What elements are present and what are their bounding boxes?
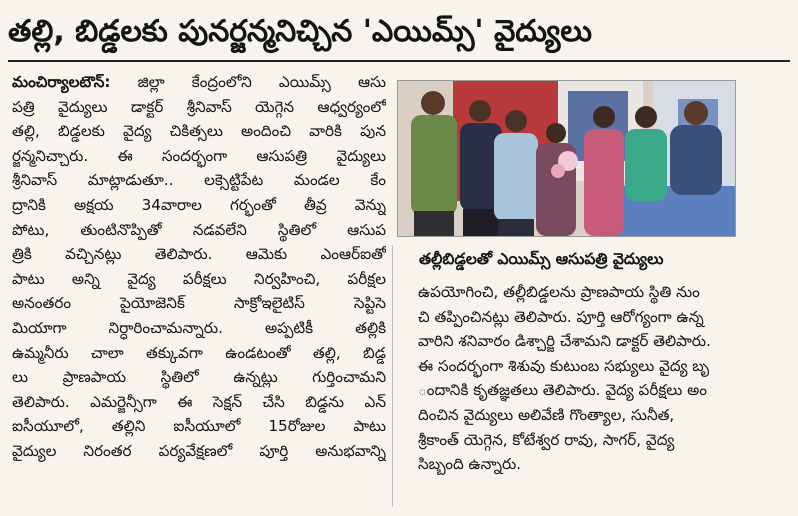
body-line: ఉపయోగించి, తల్లీబిడ్డలను ప్రాణపాయ స్థితి నుం [418, 283, 700, 301]
body-line: చి తప్పించినట్లు తెలిపారు. పూర్తి ఆరోగ్యంగా ఉన్న [418, 307, 704, 326]
body-line: వారిని శనివారం డిశ్చార్జి చేశామని డాక్టర్ తెలిపారు. [418, 332, 711, 351]
body-line: ఐసీయూలో, తల్లిని ఐసీయూలో 15రోజుల పాటు [12, 417, 386, 436]
body-line: తెలిపారు. ఎమర్జెన్సీగా ఈ సెక్షన్ చేసి బిడ్డను ఎన్ [12, 392, 386, 411]
body-line: ఈ సందర్భంగా శిశువు కుటుంబ సభ్యులు వైద్య బృ [418, 356, 710, 375]
news-photo [397, 80, 736, 237]
body-line: శ్రీనివాస్ మాట్లాడుతూ.. లక్సెట్టిపేట మండల కేం [12, 171, 386, 190]
body-line: పాటు అన్ని వైద్య పరీక్షలు నిర్వహించి, పరీక్షల [12, 269, 386, 288]
article-body-right-column [418, 280, 788, 510]
body-line: వైద్యుల నిరంతర పర్యవేక్షణలో పూర్తి అనుభవాన్ని [12, 441, 386, 460]
body-line: ర్జన్మనిచ్చారు. ఈ సందర్భంగా ఆసుపత్రి వైద్యులు [12, 146, 386, 165]
body-line: ఉమ్మనీరు చాలా తక్కువగా ఉండటంతో తల్లి, బిడ్డ [12, 343, 386, 362]
body-line: ద్రానికి అక్షయ 34వారాల గర్భంతో తీవ్ర వెన్ను [12, 195, 386, 214]
body-line: ందానికి కృతజ్ఞతలు తెలిపారు. వైద్య పరీక్షలు అం [418, 381, 707, 400]
body-line: మియాగా నిర్ధారించామన్నారు. అప్పటికీ తల్లికి [12, 318, 386, 337]
body-line: మంచిర్యాలటౌన్: జిల్లా కేంద్రంలోని ఎయిమ్స్ ఆసు [12, 73, 386, 91]
body-line: త్రికి వచ్చినట్లు తెలిపారు. ఆమెకు ఎంఆర్ఐతో [12, 245, 386, 264]
body-line: శ్రీకాంత్ యెగ్గెన, కోటేశ్వర రావు, సాగర్, వైద్య [418, 430, 675, 449]
group-photo-illustration [398, 81, 735, 236]
article-headline: తల్లి, బిడ్డలకు పునర్జన్మనిచ్చిన 'ఎయిమ్స్' వైద్యులు [8, 14, 593, 49]
body-line: సిబ్బంది ఉన్నారు. [418, 455, 522, 474]
body-line: తల్లి, బిడ్డలకు వైద్య చికిత్సలు అందించి వారికి పున [12, 122, 386, 141]
article-body-left-column [12, 70, 386, 510]
body-line: దించిన వైద్యులు అలివేణి గొంత్యాల, సునీత, [418, 405, 675, 424]
body-line: అనంతరం పైయోజెనిక్ సాక్రోఇలైటిస్ సెప్టిసె [12, 294, 386, 313]
photo-caption: తల్లీబిడ్డలతో ఎయిమ్స్ ఆసుపత్రి వైద్యులు [419, 250, 664, 268]
body-line: లు ప్రాణపాయ స్థితిలో ఉన్నట్లు గుర్తించామని [12, 368, 386, 387]
dateline: మంచిర్యాలటౌన్: [12, 73, 111, 91]
body-line: పోటు, తుంటినొప్పితో నడవలేని స్థితిలో ఆసుప [12, 220, 386, 239]
column-divider [392, 245, 393, 507]
headline-rule [8, 60, 790, 62]
body-line: పత్రి వైద్యులు డాక్టర్ శ్రీనివాస్ యెగ్గెన ఆధ్వర్యంలో [12, 97, 386, 116]
